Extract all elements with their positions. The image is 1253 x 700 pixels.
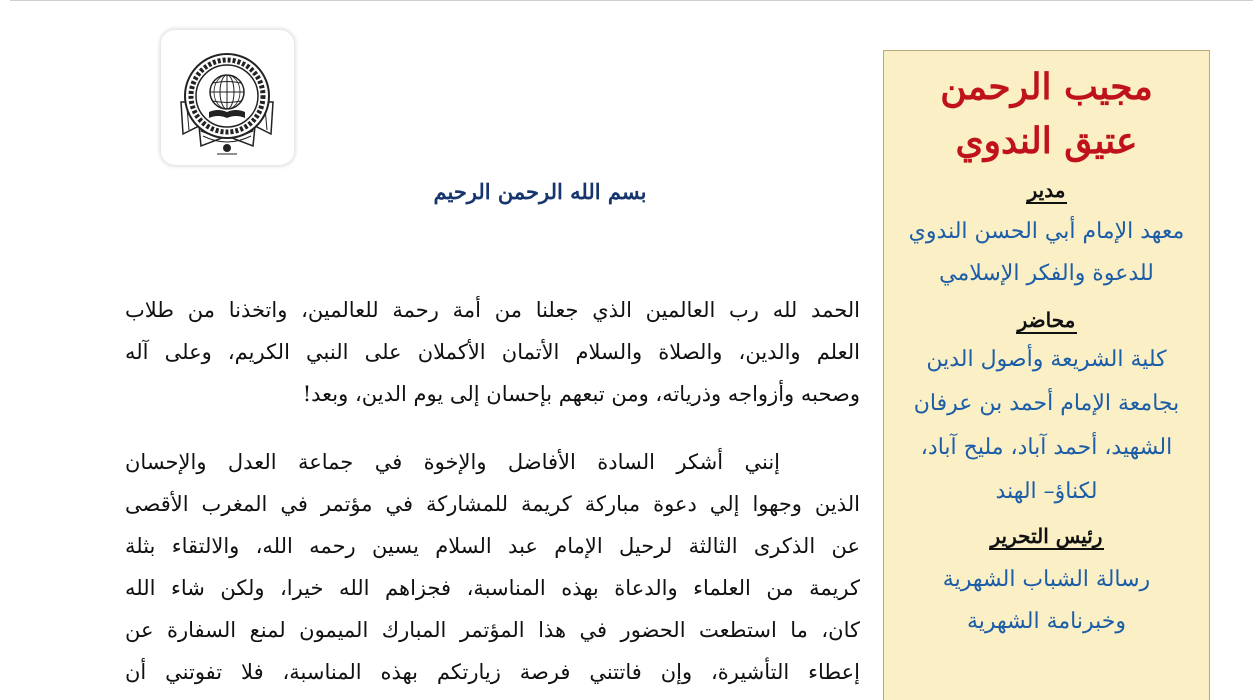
lecturer-line2: بجامعة الإمام أحمد بن عرفان <box>913 391 1180 416</box>
role-heading-editor: رئيس التحرير <box>990 524 1103 548</box>
author-name-line1: مجيب الرحمن <box>940 66 1153 108</box>
role-heading-lecturer: محاضر <box>1017 308 1076 332</box>
paragraph1-line: الحمد لله رب العالمين الذي جعلنا من أمة رحمة للعالمين، واتخذنا من طلاب <box>125 298 860 322</box>
paragraph2-line: إعطاء التأشيرة، وإن فاتتني فرصة زيارتكم بهذه المناسبة، فلا تفوتني أن <box>125 660 860 684</box>
page-top-rule <box>10 0 1253 1</box>
basmala-heading: بسم الله الرحمن الرحيم <box>433 179 647 204</box>
paragraph2-line: كريمة من العلماء والدعاة بهذه المناسبة، فجزاهم الله خيرا، ولكن شاء الله <box>125 576 860 600</box>
author-sidebar <box>883 50 1210 700</box>
author-name-line2: عتيق الندوي <box>955 120 1138 162</box>
paragraph1-line: العلم والدين، والصلاة والسلام الأتمان الأكملان على النبي الكريم، وعلى آله <box>125 340 860 364</box>
lecturer-line4: لكناؤ– الهند <box>995 479 1098 504</box>
paragraph2-line: إنني أشكر السادة الأفاضل والإخوة في جماعة العدل والإحسان <box>125 450 780 474</box>
paragraph1-line: وصحبه وأزواجه وذرياته، ومن تبعهم بإحسان إلى يوم الدين، وبعد! <box>302 382 860 406</box>
paragraph2-line: عن الذكرى الثالثة لرحيل الإمام عبد السلام يسين رحمه الله، والالتقاء بثلة <box>125 534 860 558</box>
paragraph2-line: الذين وجهوا إلي دعوة مباركة كريمة للمشاركة في مؤتمر في المغرب الأقصى <box>125 492 860 516</box>
role-heading-director: مدير <box>1027 178 1066 202</box>
institution-logo <box>161 30 294 165</box>
lecturer-line3: الشهيد، أحمد آباد، مليح آباد، <box>920 435 1173 460</box>
paragraph2-line: كان، ما استطعت الحضور في هذا المؤتمر المبارك الميمون لمنع السفارة عن <box>125 618 860 642</box>
editor-line2: وخبرنامة الشهرية <box>966 609 1127 634</box>
director-institute-line1: معهد الإمام أبي الحسن الندوي <box>908 219 1185 244</box>
editor-line1: رسالة الشباب الشهرية <box>942 567 1151 592</box>
lecturer-line1: كلية الشريعة وأصول الدين <box>926 347 1167 372</box>
director-institute-line2: للدعوة والفكر الإسلامي <box>939 261 1154 286</box>
seal-globe-icon <box>161 30 294 165</box>
